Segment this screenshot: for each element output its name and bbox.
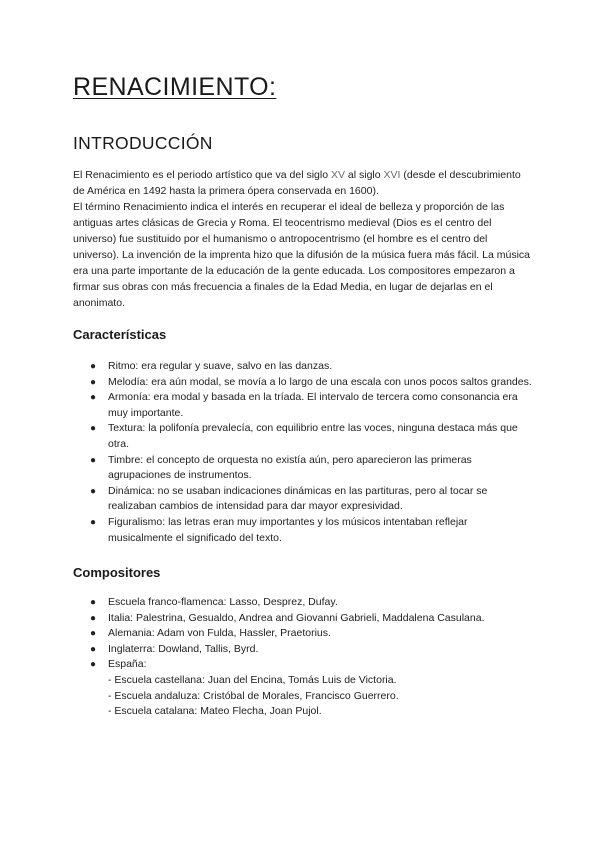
bullet-icon: ●: [90, 392, 97, 404]
page-title: RENACIMIENTO:: [73, 73, 277, 101]
bullet-icon: ●: [90, 516, 97, 528]
bullet-icon: ●: [90, 485, 97, 497]
list-item-text: Inglaterra: Dowland, Tallis, Byrd.: [108, 642, 259, 655]
bullet-icon: ●: [90, 361, 97, 372]
list-item-text: Italia: Palestrina, Gesualdo, Andrea and Giovanni Gabrieli, Maddalena Casulana.: [108, 611, 485, 624]
list-item-text: Armonía: era modal y basada en la tríada. El intervalo de tercera como consonancia era muy importante.: [108, 391, 518, 419]
list-item: [73, 484, 533, 515]
bullet-icon: ●: [90, 454, 97, 466]
intro-text-end: (desde el descubrimiento de América en 1492 hasta la primera ópera conservada en 1600).: [73, 169, 521, 197]
composers-list: [73, 595, 533, 720]
list-item-text: Escuela franco-flamenca: Lasso, Desprez, Dufay.: [108, 596, 338, 608]
century-xv: XV: [330, 169, 345, 181]
list-item-text: España:: [108, 658, 147, 671]
bullet-icon: ●: [90, 628, 97, 640]
list-item-text: Dinámica: no se usaban indicaciones dinámicas en las partituras, pero al tocar se realizaban cambios de intensidad para dar mayor expresividad.: [108, 484, 488, 513]
list-item: [73, 390, 533, 421]
intro-text-start: El Renacimiento es el periodo artístico que va del siglo: [73, 169, 331, 181]
list-item-text: Timbre: el concepto de orquesta no existía aún, pero aparecieron las primeras agrupaciones de instrumentos.: [108, 453, 472, 482]
list-item-text: Textura: la polifonía prevalecía, con equilibrio entre las voces, ninguna destaca más que otra.: [108, 422, 518, 450]
list-item: [73, 421, 533, 452]
bullet-icon: ●: [90, 643, 97, 655]
bullet-icon: ●: [90, 612, 97, 624]
spain-school-catalana: - Escuela catalana: Mateo Flecha, Joan Pujol.: [108, 705, 322, 718]
century-xvi: XVI: [383, 169, 401, 181]
list-item: [73, 453, 533, 484]
composers-heading: Compositores: [73, 565, 161, 580]
intro-paragraph: [73, 167, 533, 311]
spain-school-castellana: - Escuela castellana: Juan del Encina, Tomás Luis de Victoria.: [108, 673, 397, 686]
bullet-icon: ●: [90, 597, 97, 608]
list-item: [73, 359, 533, 375]
list-item: [73, 626, 533, 642]
spain-school-andaluza: - Escuela andaluza: Cristóbal de Morales, Francisco Guerrero.: [108, 689, 399, 702]
characteristics-heading: Características: [73, 327, 167, 342]
list-item: [73, 642, 533, 658]
list-item: [73, 375, 533, 391]
list-item-text: Melodía: era aún modal, se movía a lo largo de una escala con unos pocos saltos grandes.: [108, 375, 532, 388]
list-item: [73, 611, 533, 627]
list-item: [73, 515, 533, 546]
bullet-icon: ●: [90, 376, 97, 388]
list-item-text: Figuralismo: las letras eran muy importantes y los músicos intentaban reflejar musicalmente el significado del texto.: [108, 515, 468, 544]
list-item: [73, 595, 533, 611]
list-item-text: Alemania: Adam von Fulda, Hassler, Praetorius.: [108, 627, 331, 640]
bullet-icon: ●: [90, 423, 97, 435]
intro-heading: INTRODUCCIÓN: [73, 133, 213, 153]
intro-paragraph-2: El término Renacimiento indica el interés en recuperar el ideal de belleza y proporción de las antiguas artes clásicas de Grecia y Roma. El teocentrismo medieval (Dios es el centro del universo) fue sustituido por el humanismo o antropocentrismo (el hombre es el centro del universo). La invención de la imprenta hizo que la difusión de la música fuera más fácil. La música era una parte importante de la educación de la gente educada. Los compositores empezaron a firmar sus obras con más frecuencia a finales de la Edad Media, en lugar de dejarlas en el anonimato.: [73, 201, 530, 309]
characteristics-list: [73, 359, 533, 546]
list-item-text: Ritmo: era regular y suave, salvo en las danzas.: [108, 360, 333, 372]
intro-text-mid: al siglo: [345, 169, 384, 181]
list-item-spain: [73, 657, 533, 719]
bullet-icon: ●: [90, 659, 97, 671]
